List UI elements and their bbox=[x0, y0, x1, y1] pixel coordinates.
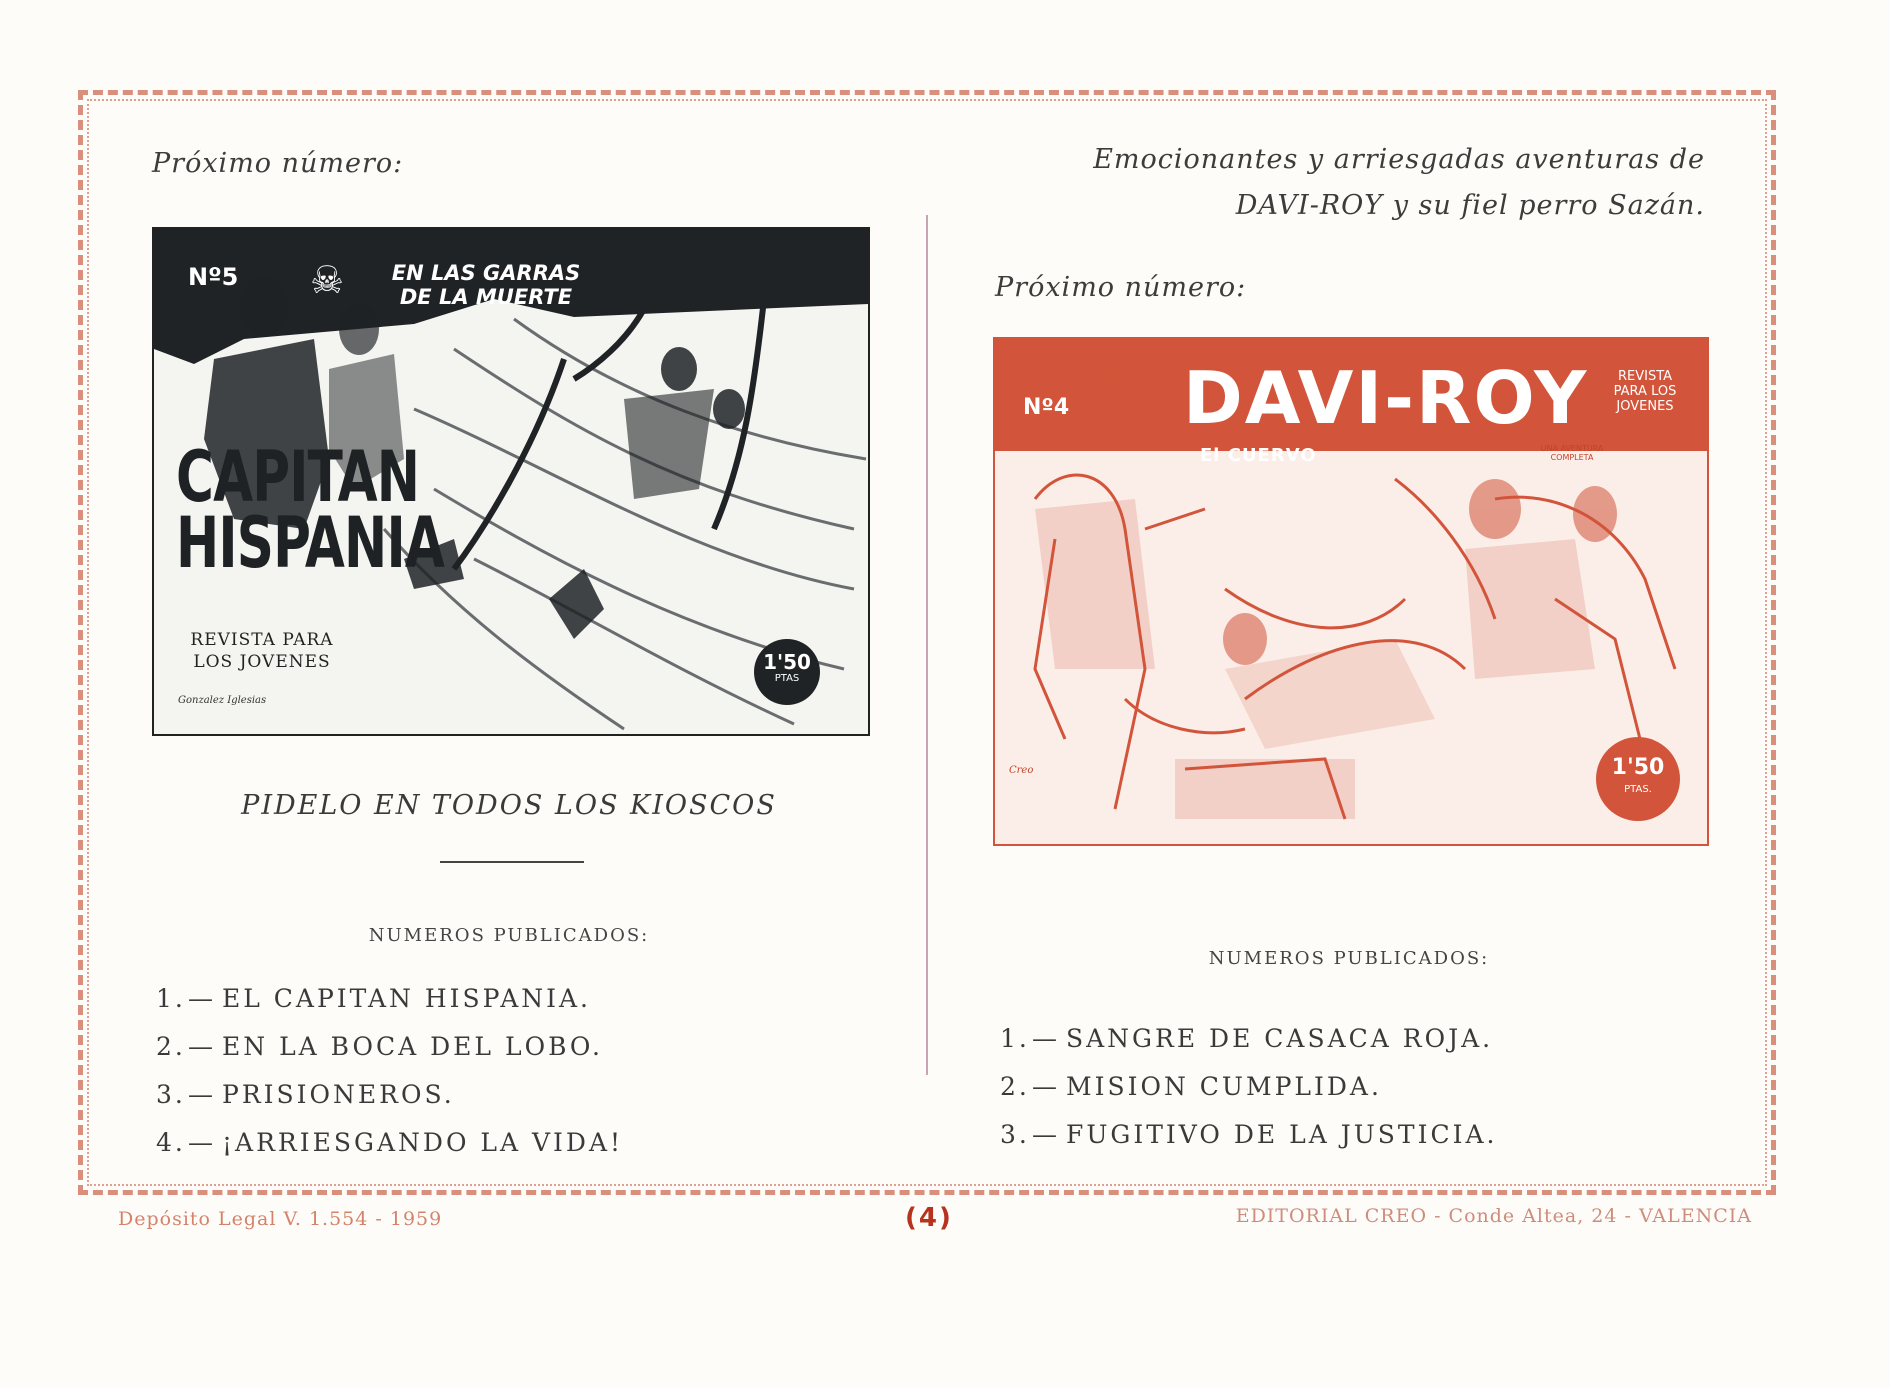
cover-price-unit: PTAS. bbox=[1624, 784, 1652, 795]
kiosk-notice: PIDELO EN TODOS LOS KIOSCOS bbox=[241, 790, 777, 821]
list-item: 1.— EL CAPITAN HISPANIA. bbox=[156, 984, 591, 1013]
series-tagline-line1: Emocionantes y arriesgadas aventuras de bbox=[1093, 144, 1705, 175]
davi-roy-cover bbox=[993, 337, 1709, 846]
cover-issue-number: Nº4 bbox=[1023, 395, 1070, 420]
artist-signature: Gonzalez Iglesias bbox=[178, 695, 267, 706]
left-next-issue-label: Próximo número: bbox=[152, 148, 404, 179]
left-published-heading: NUMEROS PUBLICADOS: bbox=[368, 925, 650, 946]
cover-title bbox=[176, 436, 444, 584]
cover-mini-label: UNA AVENTURA COMPLETA bbox=[1540, 444, 1604, 462]
cover-subtitle: EN LAS GARRAS DE LA MUERTE bbox=[391, 261, 581, 309]
capitan-hispania-cover bbox=[152, 227, 870, 736]
separator-rule bbox=[440, 861, 584, 863]
cover-subtitle: El CUERVO bbox=[1200, 445, 1317, 466]
left-published-list bbox=[156, 975, 623, 1167]
page-number: (4) bbox=[905, 1203, 953, 1233]
cover-title: DAVI-ROY bbox=[1183, 356, 1589, 440]
artist-signature: Creo bbox=[1009, 765, 1034, 776]
column-divider bbox=[926, 215, 928, 1075]
cover-price-badge bbox=[754, 639, 820, 705]
cover-price-badge bbox=[1603, 757, 1673, 801]
right-next-issue-label: Próximo número: bbox=[995, 272, 1247, 303]
right-published-heading: NUMEROS PUBLICADOS: bbox=[1208, 948, 1490, 969]
cover-title-line2: HISPANIA bbox=[176, 502, 444, 584]
cover-price-unit: PTAS bbox=[774, 673, 800, 684]
list-item: 3.— PRISIONEROS. bbox=[156, 1080, 455, 1109]
series-tagline-line2: DAVI-ROY y su fiel perro Sazán. bbox=[1235, 190, 1705, 221]
publisher-address: EDITORIAL CREO - Conde Altea, 24 - VALENCIA bbox=[1235, 1205, 1752, 1227]
list-item: 2.— MISION CUMPLIDA. bbox=[1000, 1072, 1382, 1101]
right-published-list bbox=[1000, 1015, 1498, 1159]
list-item: 3.— FUGITIVO DE LA JUSTICIA. bbox=[1000, 1120, 1498, 1149]
series-tagline bbox=[905, 137, 1705, 229]
cover-price: 1'50 bbox=[1611, 755, 1665, 780]
cover-price: 1'50 bbox=[763, 650, 811, 674]
cover-tagline: REVISTA PARA LOS JOVENES bbox=[190, 630, 334, 672]
list-item: 1.— SANGRE DE CASACA ROJA. bbox=[1000, 1024, 1494, 1053]
list-item: 2.— EN LA BOCA DEL LOBO. bbox=[156, 1032, 603, 1061]
list-item: 4.— ¡ARRIESGANDO LA VIDA! bbox=[156, 1128, 624, 1157]
cover-title-line1: CAPITAN bbox=[176, 436, 420, 518]
legal-deposit: Depósito Legal V. 1.554 - 1959 bbox=[118, 1208, 443, 1230]
cover-tagline: REVISTA PARA LOS JOVENES bbox=[1613, 369, 1677, 414]
skull-icon: ☠ bbox=[310, 258, 345, 302]
cover-issue-number: Nº5 bbox=[188, 263, 239, 291]
